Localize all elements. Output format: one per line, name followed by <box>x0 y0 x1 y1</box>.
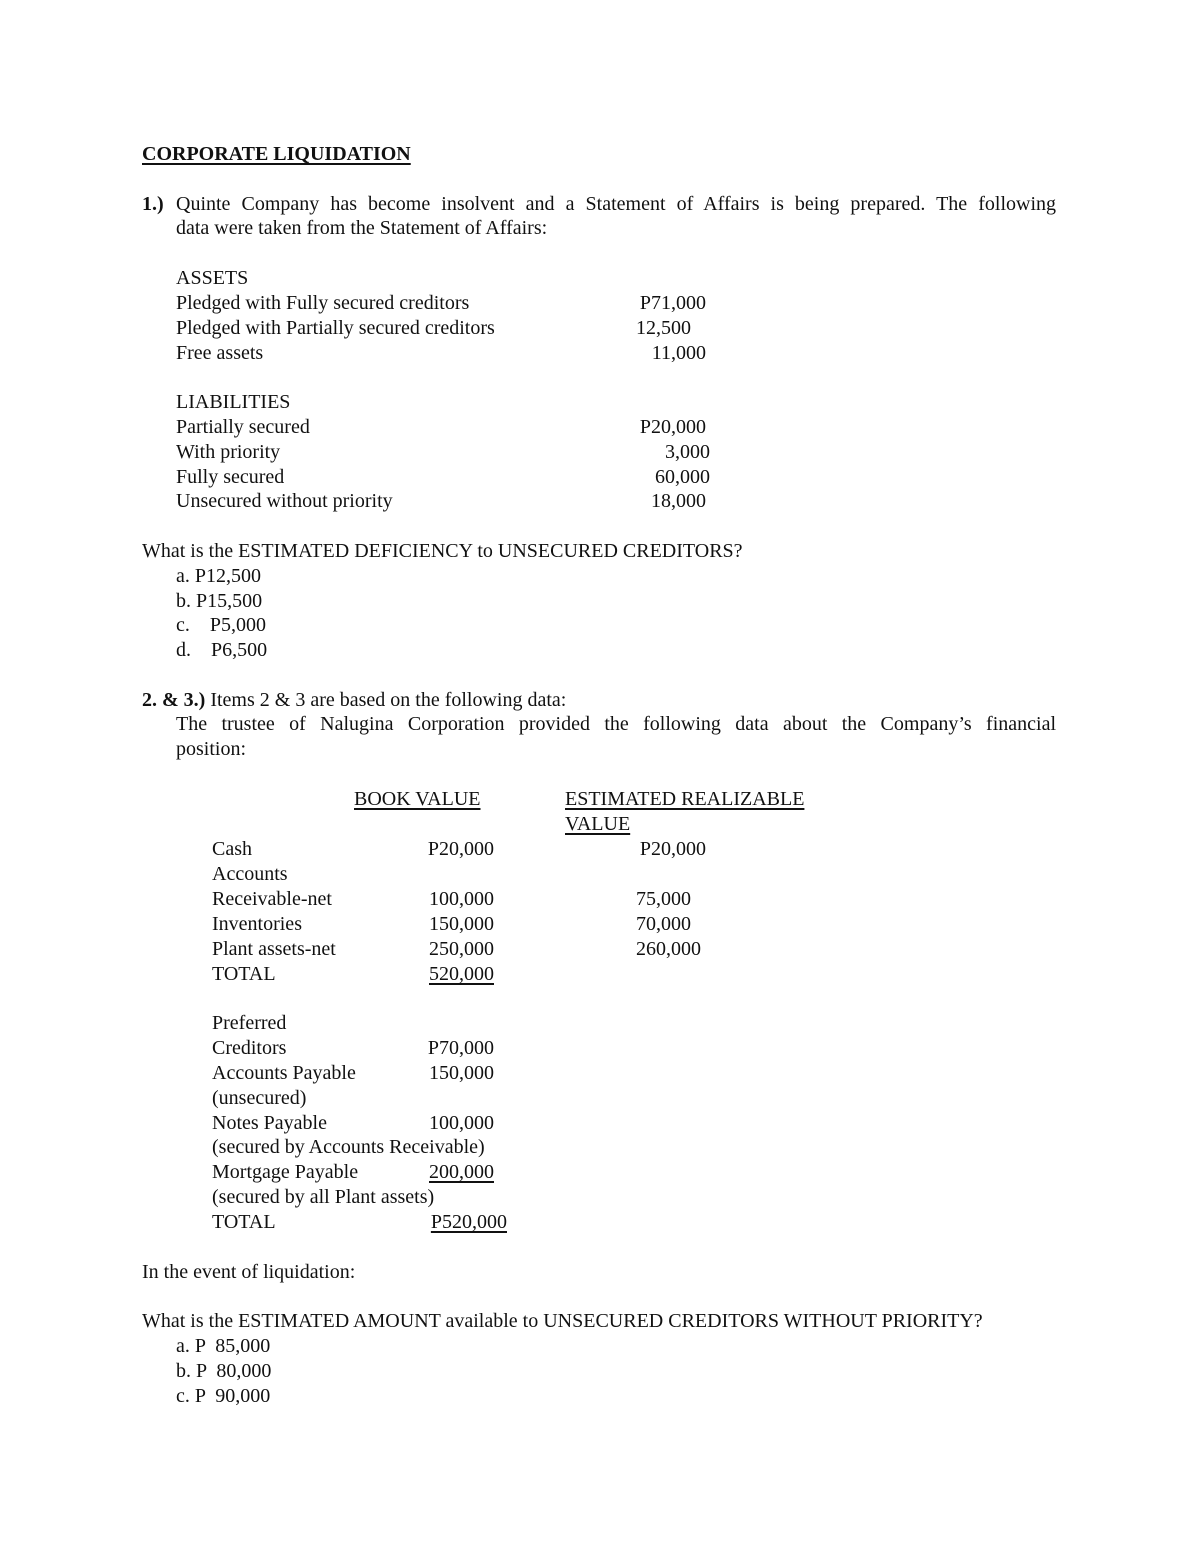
choice-item <box>176 1384 270 1409</box>
question-2-3-header <box>142 688 566 713</box>
row-label-inventories: Inventories <box>212 913 302 935</box>
liability-label: With priority <box>176 441 281 463</box>
choice-item <box>176 1359 271 1384</box>
liability-value: 3,000 <box>665 441 710 463</box>
choice-text: P15,500 <box>196 590 263 612</box>
row-label-plant: Plant assets-net <box>212 938 336 960</box>
choice-item <box>176 589 262 614</box>
asset-value: 11,000 <box>651 342 706 364</box>
asset-value: P71,000 <box>639 292 706 314</box>
book-value-mortgage-payable: 200,000 <box>429 1161 494 1183</box>
choice-letter: c. <box>176 1385 190 1407</box>
choice-letter: a. <box>176 1335 190 1357</box>
event-text: In the event of liquidation: <box>142 1261 356 1283</box>
liabilities-heading: LIABILITIES <box>176 391 291 413</box>
erv-inventories: 70,000 <box>636 913 691 935</box>
liability-label: Fully secured <box>176 466 285 488</box>
choice-letter: b. <box>176 1360 191 1382</box>
choice-text: P6,500 <box>211 639 268 661</box>
choice-item <box>176 613 266 638</box>
book-value-cash: P20,000 <box>427 838 494 860</box>
liability-value: 18,000 <box>651 490 706 512</box>
note-accounts-payable: (unsecured) <box>212 1087 307 1109</box>
asset-value: 12,500 <box>636 317 691 339</box>
choice-text: P 85,000 <box>194 1335 271 1357</box>
book-value-plant: 250,000 <box>429 938 494 960</box>
book-value-accounts-payable: 150,000 <box>429 1062 494 1084</box>
row-label-assets-total: TOTAL <box>212 963 276 985</box>
row-label-notes-payable: Notes Payable <box>212 1112 327 1134</box>
choice-item <box>176 1334 270 1359</box>
question-1-prompt: What is the ESTIMATED DEFICIENCY to UNSECURED CREDITORS? <box>142 540 743 562</box>
choice-letter: c. <box>176 614 190 636</box>
liability-value: P20,000 <box>639 416 706 438</box>
liability-label: Unsecured without priority <box>176 490 393 512</box>
row-label-preferred-line2: Creditors <box>212 1037 287 1059</box>
choice-text: P 80,000 <box>196 1360 272 1382</box>
question-1-number: 1.) <box>142 193 164 215</box>
liability-value: 60,000 <box>655 466 710 488</box>
question-1-text-line1: Quinte Company has become insolvent and a Statement of Affairs is being prepared. The following <box>176 193 1056 215</box>
row-label-mortgage-payable: Mortgage Payable <box>212 1161 359 1183</box>
asset-label: Pledged with Fully secured creditors <box>176 292 470 314</box>
question-2-3-text-line2: position: <box>176 738 247 760</box>
choice-letter: d. <box>176 639 191 661</box>
question-2-3-number: 2. & 3.) <box>142 689 206 711</box>
asset-label: Pledged with Partially secured creditors <box>176 317 495 339</box>
column-header-erv-line2: VALUE <box>565 813 631 835</box>
question-2-prompt: What is the ESTIMATED AMOUNT available to UNSECURED CREDITORS WITHOUT PRIORITY? <box>142 1310 983 1332</box>
liability-label: Partially secured <box>176 416 310 438</box>
book-value-notes-payable: 100,000 <box>429 1112 494 1134</box>
choice-letter: b. <box>176 590 191 612</box>
asset-label: Free assets <box>176 342 264 364</box>
book-value-inventories: 150,000 <box>429 913 494 935</box>
row-label-cash: Cash <box>212 838 252 860</box>
erv-plant: 260,000 <box>636 938 701 960</box>
erv-cash: P20,000 <box>639 838 706 860</box>
erv-ar: 75,000 <box>636 888 691 910</box>
question-2-3-text-line1: The trustee of Nalugina Corporation provided the following data about the Company’s financial <box>176 713 1056 735</box>
row-label-preferred: Preferred <box>212 1012 287 1034</box>
question-2-3-intro: Items 2 & 3 are based on the following data: <box>210 689 567 711</box>
question-1-text-line2: data were taken from the Statement of Affairs: <box>176 217 548 239</box>
note-notes-payable: (secured by Accounts Receivable) <box>212 1136 485 1158</box>
row-label-liabilities-total: TOTAL <box>212 1211 276 1233</box>
book-value-assets-total: 520,000 <box>429 963 494 985</box>
row-label-ar: Accounts <box>212 863 288 885</box>
choice-text: P5,000 <box>209 614 267 636</box>
book-value-ar: 100,000 <box>429 888 494 910</box>
choice-item <box>176 564 261 589</box>
column-header-erv: ESTIMATED REALIZABLE <box>565 788 805 810</box>
book-value-liabilities-total: P520,000 <box>430 1211 507 1233</box>
note-mortgage-payable: (secured by all Plant assets) <box>212 1186 435 1208</box>
page-title: CORPORATE LIQUIDATION <box>142 143 411 165</box>
assets-heading: ASSETS <box>176 267 249 289</box>
row-label-accounts-payable: Accounts Payable <box>212 1062 356 1084</box>
choice-text: P12,500 <box>194 565 262 587</box>
choice-item <box>176 638 267 663</box>
choice-text: P 90,000 <box>194 1385 271 1407</box>
row-label-ar-line2: Receivable-net <box>212 888 332 910</box>
book-value-preferred: P70,000 <box>427 1037 494 1059</box>
choice-letter: a. <box>176 565 190 587</box>
column-header-book-value: BOOK VALUE <box>354 788 481 810</box>
